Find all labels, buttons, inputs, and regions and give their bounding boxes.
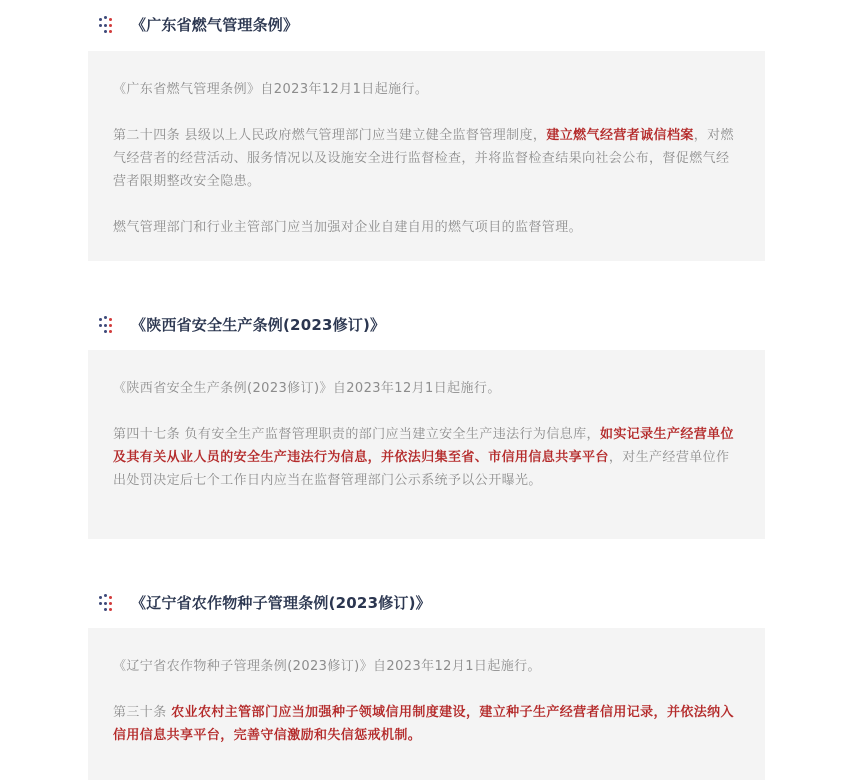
section-heading bbox=[99, 592, 431, 612]
dots-bullet-icon bbox=[99, 16, 116, 33]
article-highlight: 建立燃气经营者诚信档案 bbox=[546, 128, 694, 143]
section-title: 《广东省燃气管理条例》 bbox=[131, 15, 299, 34]
article-text-continued: ，对燃气经营者的经营活动、服务情况以及设施安全进行监督检查，并将监督检查结果向社会公布，督促燃气经营者限期整改安全隐患。 bbox=[113, 128, 734, 189]
article-highlight: 如实记录生产经营单位及其有关从业人员的安全生产违法行为信息，并依法归集至省、市信用信息共享平台 bbox=[113, 427, 734, 465]
effective-date-text: 《广东省燃气管理条例》自2023年12月1日起施行。 bbox=[113, 82, 429, 97]
article-text: 第四十七条 负有安全生产监督管理职责的部门应当建立安全生产违法行为信息库， bbox=[113, 427, 600, 442]
dots-bullet-icon bbox=[99, 316, 116, 333]
article-text-continued: ，对生产经营单位作出处罚决定后七个工作日内应当在监督管理部门公示系统予以公开曝光。 bbox=[113, 450, 730, 488]
article-paragraph bbox=[113, 124, 740, 193]
regulation-card bbox=[88, 628, 765, 780]
article-paragraph bbox=[113, 423, 740, 492]
section-heading bbox=[99, 314, 385, 334]
effective-date-text: 《辽宁省农作物种子管理条例(2023修订)》自2023年12月1日起施行。 bbox=[113, 659, 541, 674]
dots-bullet-icon bbox=[99, 594, 116, 611]
article-text: 第二十四条 县级以上人民政府燃气管理部门应当建立健全监督管理制度， bbox=[113, 128, 547, 143]
regulation-card bbox=[88, 350, 765, 539]
section-title: 《辽宁省农作物种子管理条例(2023修订)》 bbox=[131, 593, 431, 612]
article-text: 第三十条 bbox=[113, 705, 172, 720]
section-title: 《陕西省安全生产条例(2023修订)》 bbox=[131, 315, 386, 334]
effective-date-text: 《陕西省安全生产条例(2023修订)》自2023年12月1日起施行。 bbox=[113, 381, 501, 396]
regulation-card bbox=[88, 51, 765, 261]
article-highlight: 农业农村主管部门应当加强种子领域信用制度建设，建立种子生产经营者信用记录，并依法纳入信用信息共享平台，完善守信激励和失信惩戒机制。 bbox=[113, 705, 734, 743]
extra-paragraph: 燃气管理部门和行业主管部门应当加强对企业自建自用的燃气项目的监督管理。 bbox=[113, 220, 583, 235]
section-heading bbox=[99, 14, 298, 34]
article-paragraph bbox=[113, 701, 740, 747]
